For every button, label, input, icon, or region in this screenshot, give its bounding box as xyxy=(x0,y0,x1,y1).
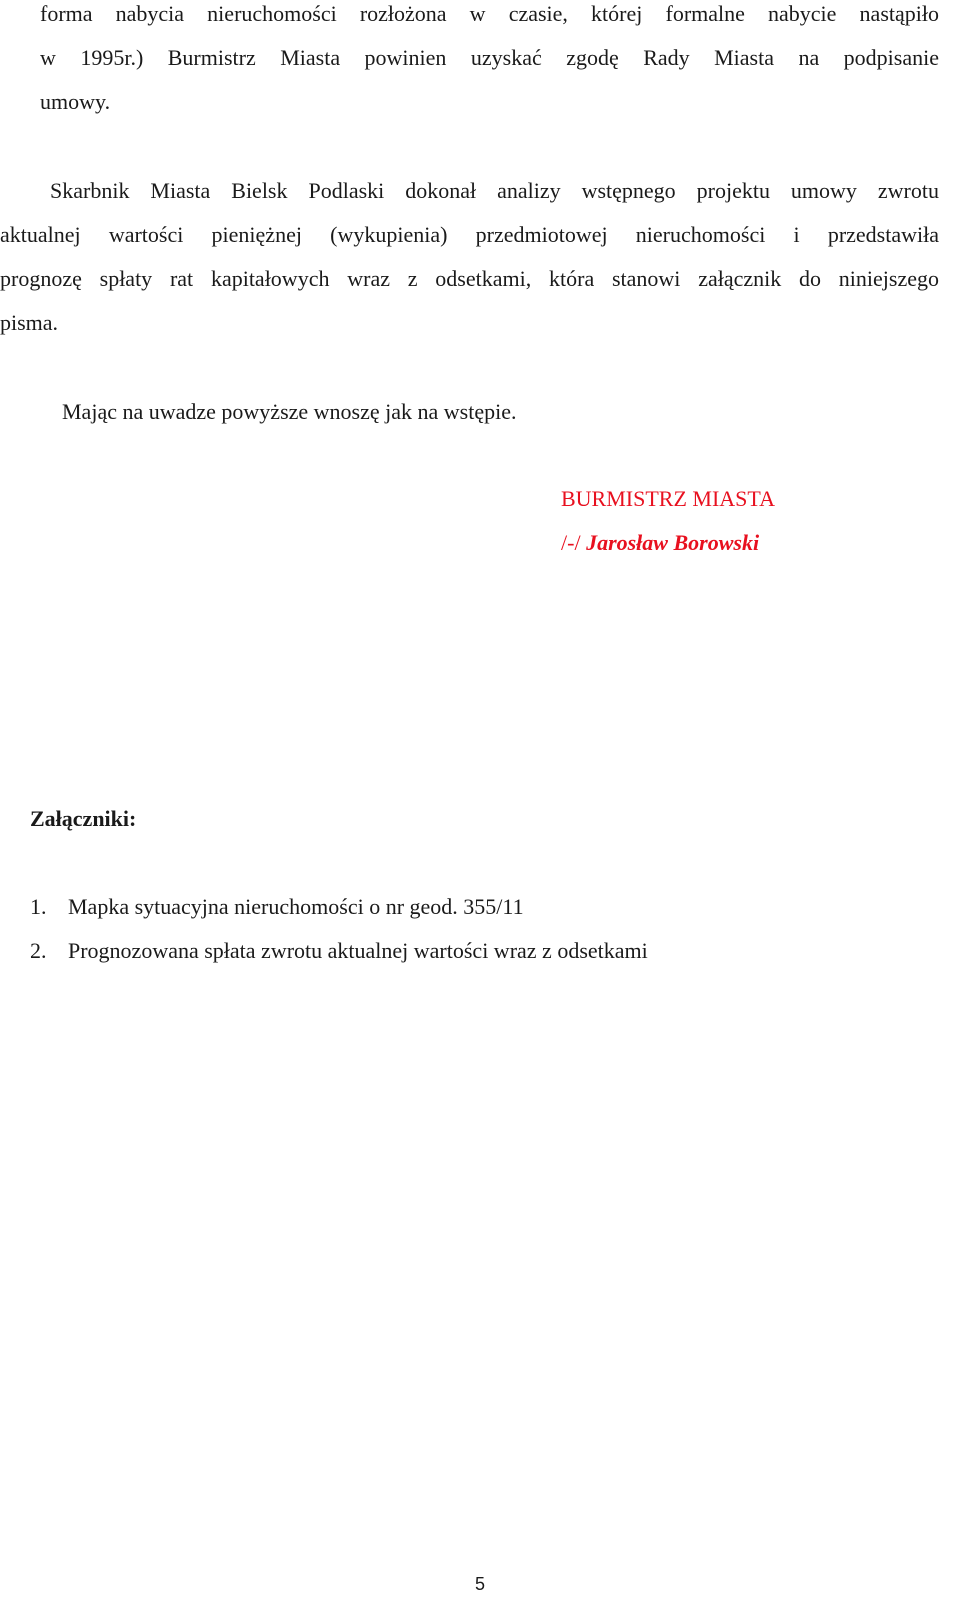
attachment-item xyxy=(30,937,648,965)
text-line: w 1995r.) Burmistrz Miasta powinien uzyskać zgodę Rady Miasta na podpisanie xyxy=(40,45,939,70)
text-line: forma nabycia nieruchomości rozłożona w czasie, której formalne nabycie nastąpiło xyxy=(40,1,939,26)
attachments-heading: Załączniki: xyxy=(30,806,137,831)
attachment-text: Mapka sytuacyjna nieruchomości o nr geod. 355/11 xyxy=(68,894,524,919)
signature-title: BURMISTRZ MIASTA xyxy=(561,486,775,511)
signature-prefix: /-/ xyxy=(561,530,581,555)
text-line: prognozę spłaty rat kapitałowych wraz z odsetkami, która stanowi załącznik do niniejszego xyxy=(0,266,939,291)
closing-sentence: Mając na uwadze powyższe wnoszę jak na wstępie. xyxy=(62,399,517,424)
signature-name: Jarosław Borowski xyxy=(586,530,760,555)
page-number: 5 xyxy=(474,1574,485,1594)
signature-line xyxy=(561,529,759,557)
attachment-number: 1. xyxy=(30,894,47,919)
text-line: pisma. xyxy=(0,310,59,335)
text-line: Skarbnik Miasta Bielsk Podlaski dokonał analizy wstępnego projektu umowy zwrotu xyxy=(50,178,939,203)
text-line: aktualnej wartości pieniężnej (wykupienia) przedmiotowej nieruchomości i przedstawiła xyxy=(0,222,939,247)
attachment-item xyxy=(30,893,524,921)
attachment-number: 2. xyxy=(30,938,47,963)
attachment-text: Prognozowana spłata zwrotu aktualnej wartości wraz z odsetkami xyxy=(68,938,648,963)
text-line: umowy. xyxy=(40,89,111,114)
